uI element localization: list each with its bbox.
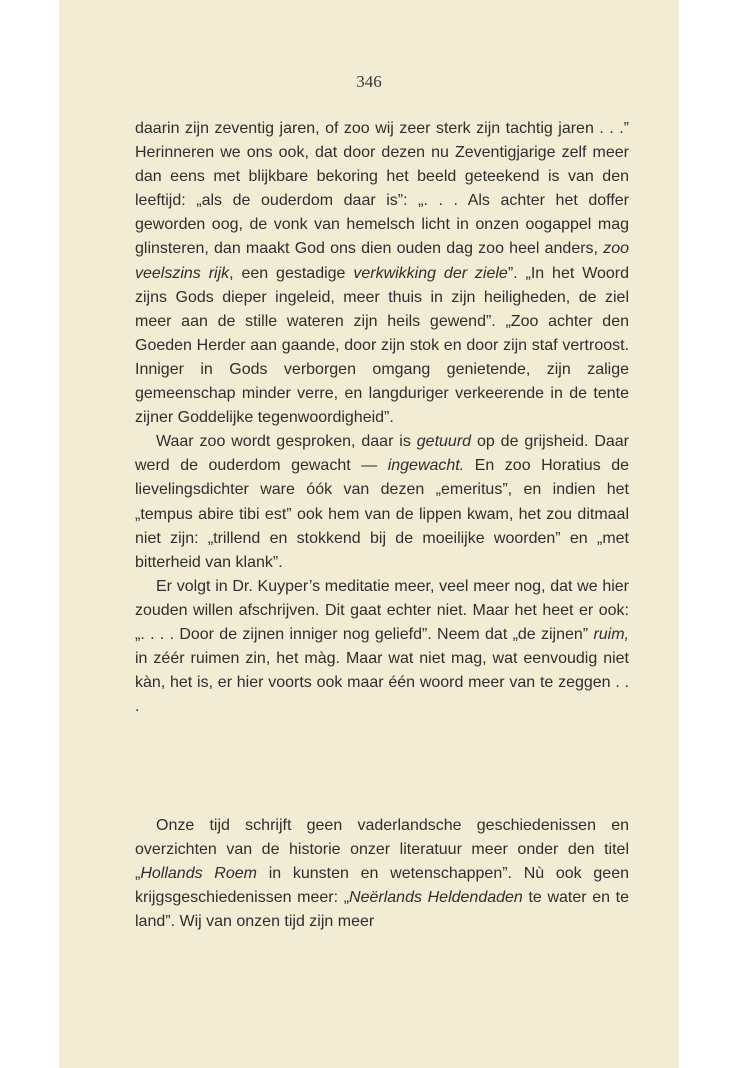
paragraph: Onze tijd schrijft geen vaderlandsche geschiedenissen en overzichten van de historie onzer literatuur meer onder den titel „Hollands Roem in kunsten en wetenschappen”. Nù ook geen krijgsgeschiedenissen meer: „Neërlands Heldendaden te water en te land”. Wij van onzen tijd zijn meer	[135, 817, 630, 931]
main-text	[135, 117, 629, 719]
page-number: 346	[356, 72, 382, 91]
section-text	[135, 814, 629, 934]
paragraph: Er volgt in Dr. Kuyper’s meditatie meer, veel meer nog, dat we hier zouden willen afschrijven. Dit gaat echter niet. Maar het heet er ook: „. . . . Door de zijnen inniger nog geliefd”. Neem dat „de zijnen” ruim, in zéér ruimen zin, het màg. Maar wat niet mag, wat eenvoudig niet kàn, het is, er hier voorts ook maar één woord meer van te zeggen . . .	[135, 577, 629, 716]
paragraph: Waar zoo wordt gesproken, daar is getuurd op de grijsheid. Daar werd de ouderdom gewacht — ingewacht. En zoo Horatius de lievelingsdichter ware óók van dezen „emeritus”, en indien het „tempus abire tibi est” ook hem van de lippen kwam, het zou ditmaal niet zijn: „trillend en stokkend bij de moeilijke woorden” en „met bitterheid van klank”.	[135, 433, 630, 571]
book-page	[59, 0, 679, 1068]
paragraph: daarin zijn zeventig jaren, of zoo wij zeer sterk zijn tachtig jaren . . .” Herinneren we ons ook, dat door dezen nu Zeventigjarige zelf meer dan eens met blijkbare bekoring het beeld geteekend is van den leeftijd: „als de ouderdom daar is”: „. . . Als achter het doffer geworden oog, de vonk van hemelsch licht in onzen oogappel mag glinsteren, dan maakt God ons dien ouden dag zoo heel anders, zoo veelszins rijk, een gestadige verkwikking der ziele”. „In het Woord zijns Gods dieper ingeleid, meer thuis in zijn heiligheden, de ziel meer aan de stille wateren zijn heils gewend”. „Zoo achter den Goeden Herder aan gaande, door zijn stok en door zijn staf vertroost. Inniger in Gods verborgen omgang genietende, zijn zalige gemeenschap minder verre, en langduriger verkeerende in de tente zijner Goddelijke tegenwoordigheid”.	[135, 120, 630, 427]
